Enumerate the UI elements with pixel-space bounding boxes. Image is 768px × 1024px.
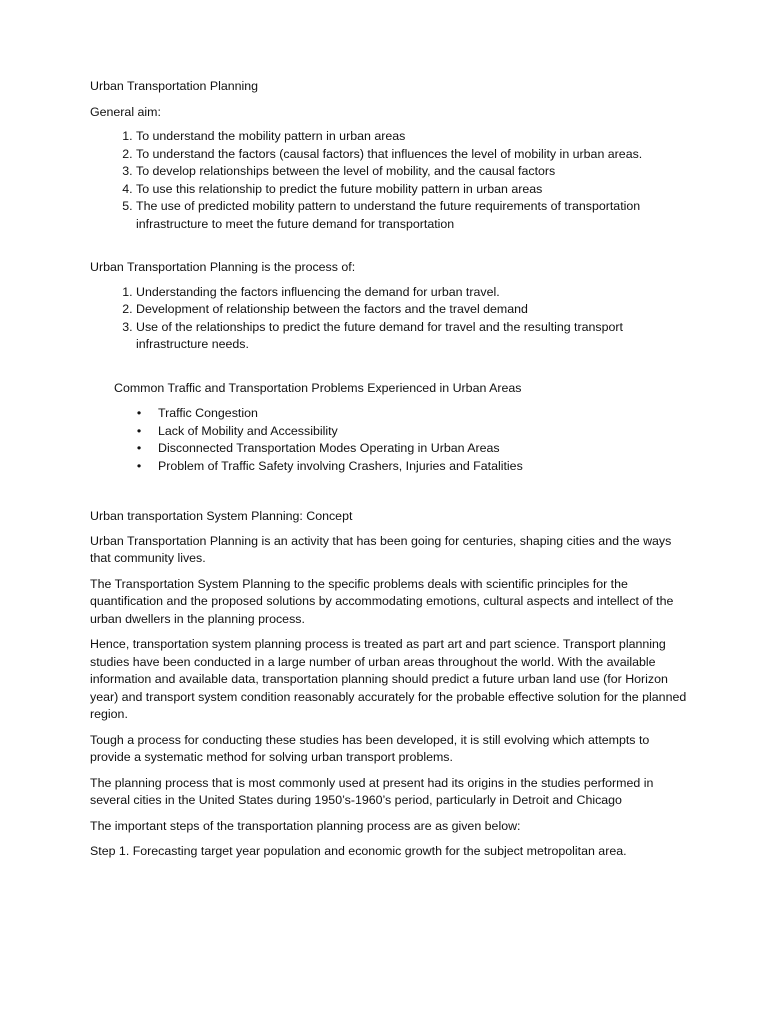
paragraph: Hence, transportation system planning process is treated as part art and part science. Transport planning studies have been conducted in a large number of urban areas throughout the world. With the available information and available data, transportation planning should predict a future urban land use (for Horizon year) and transport system condition reasonably accurately for the probable effective solution for the planned region. — [90, 637, 687, 721]
general-aim-label: General aim: — [90, 104, 161, 119]
aim-item: 1. To understand the mobility pattern in urban areas — [136, 128, 690, 146]
aim-item: 3. To develop relationships between the level of mobility, and the causal factors — [136, 163, 690, 181]
bullet-icon: • — [136, 423, 142, 438]
paragraph: The important steps of the transportation planning process are as given below: — [90, 818, 521, 833]
aim-item: 4. To use this relationship to predict the future mobility pattern in urban areas — [136, 181, 690, 199]
process-step-item: 1. Understanding the factors influencing the demand for urban travel. — [136, 284, 690, 302]
problems-heading: Common Traffic and Transportation Problems Experienced in Urban Areas — [114, 380, 522, 395]
problem-text: Lack of Mobility and Accessibility — [158, 423, 338, 438]
paragraph: The planning process that is most commonly used at present had its origins in the studies performed in several cities in the United States during 1950’s-1960’s period, particularly in Detroit and Chicago — [90, 775, 654, 807]
bullet-icon: • — [136, 406, 142, 420]
bullet-icon: • — [136, 441, 142, 455]
concept-title: Urban transportation System Planning: Concept — [90, 509, 353, 523]
problems-list — [90, 405, 690, 475]
process-intro: Urban Transportation Planning is the process of: — [90, 260, 356, 274]
process-step-item: 3. Use of the relationships to predict the future demand for travel and the resulting transport infrastructure needs. — [136, 319, 690, 354]
problem-item — [136, 423, 690, 441]
aim-item: 2. To understand the factors (causal factors) that influences the level of mobility in urban areas. — [136, 146, 690, 164]
process-step-item: 2. Development of relationship between the factors and the travel demand — [136, 301, 690, 319]
problem-item — [136, 440, 690, 458]
problem-item — [136, 405, 690, 423]
aims-list — [90, 128, 690, 233]
bullet-icon: • — [136, 458, 142, 473]
paragraph: The Transportation System Planning to the specific problems deals with scientific principles for the quantification and the proposed solutions by accommodating emotions, cultural aspects and intellect of the urban dwellers in the planning process. — [90, 576, 674, 626]
process-steps-list — [90, 284, 690, 354]
problem-text: Disconnected Transportation Modes Operating in Urban Areas — [158, 441, 500, 455]
paragraph: Urban Transportation Planning is an activity that has been going for centuries, shaping cities and the ways that community lives. — [90, 533, 672, 565]
paragraph: Step 1. Forecasting target year population and economic growth for the subject metropolitan area. — [90, 844, 627, 858]
problem-text: Problem of Traffic Safety involving Crashers, Injuries and Fatalities — [158, 458, 523, 473]
document-title: Urban Transportation Planning — [90, 79, 259, 93]
problem-item — [136, 458, 690, 476]
aim-item: 5. The use of predicted mobility pattern to understand the future requirements of transportation infrastructure to meet the future demand for transportation — [136, 198, 690, 233]
paragraph: Tough a process for conducting these studies has been developed, it is still evolving which attempts to provide a systematic method for solving urban transport problems. — [90, 732, 650, 764]
problem-text: Traffic Congestion — [158, 406, 258, 420]
document-content — [90, 78, 690, 869]
